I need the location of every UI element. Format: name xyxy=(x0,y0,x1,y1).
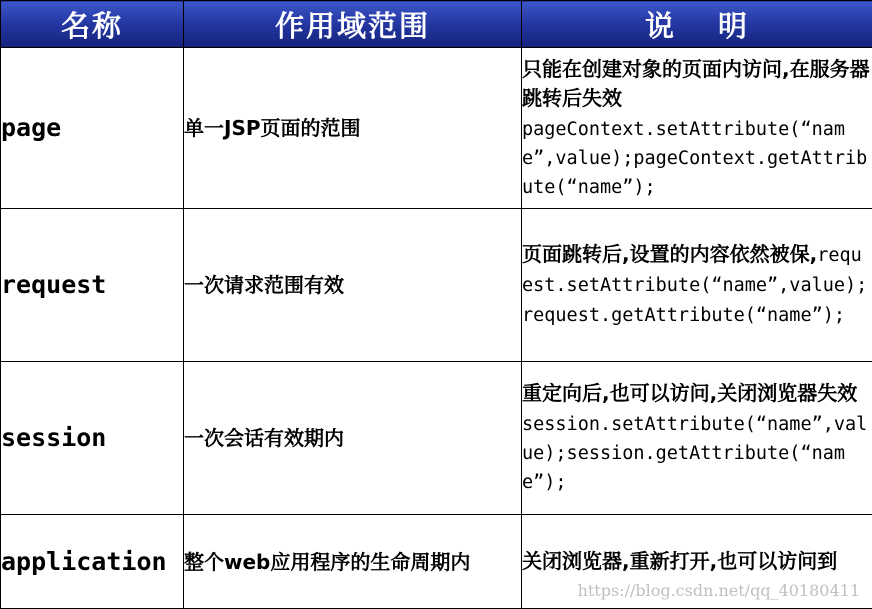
row-range: 一次会话有效期内 xyxy=(184,362,522,515)
row-desc-text: 只能在创建对象的页面内访问,在服务器跳转后失效 xyxy=(522,55,872,113)
header-row xyxy=(1,1,872,48)
table-row-page xyxy=(1,48,872,209)
row-desc xyxy=(522,209,872,362)
row-name: session xyxy=(1,362,184,515)
table-body xyxy=(1,48,872,609)
table-row-application xyxy=(1,515,872,609)
row-desc xyxy=(522,362,872,515)
table-row-session xyxy=(1,362,872,515)
header-range: 作用域范围 xyxy=(184,1,522,48)
row-desc xyxy=(522,515,872,609)
row-name: page xyxy=(1,48,184,209)
row-desc-text: 关闭浏览器,重新打开,也可以访问到 xyxy=(522,547,872,576)
row-desc-text: 页面跳转后,设置的内容依然被保, xyxy=(522,242,817,266)
row-name: application xyxy=(1,515,184,609)
watermark: https://blog.csdn.net/qq_40180411 xyxy=(578,581,860,600)
row-desc xyxy=(522,48,872,209)
row-range: 整个web应用程序的生命周期内 xyxy=(184,515,522,609)
header-name: 名称 xyxy=(1,1,184,48)
row-desc-text: 重定向后,也可以访问,关闭浏览器失效 xyxy=(522,379,872,408)
row-desc-code: session.setAttribute(“name”,value);session.getAttribute(“name”); xyxy=(522,410,872,497)
row-range: 一次请求范围有效 xyxy=(184,209,522,362)
row-name: request xyxy=(1,209,184,362)
row-desc-code: pageContext.setAttribute(“name”,value);pageContext.getAttribute(“name”); xyxy=(522,115,872,202)
header-desc: 说 明 xyxy=(522,1,872,48)
table-header xyxy=(1,1,872,48)
table-row-request xyxy=(1,209,872,362)
row-desc-code: request.setAttribute(“name”,value);request.getAttribute(“name”); xyxy=(522,245,867,326)
row-range: 单一JSP页面的范围 xyxy=(184,48,522,209)
